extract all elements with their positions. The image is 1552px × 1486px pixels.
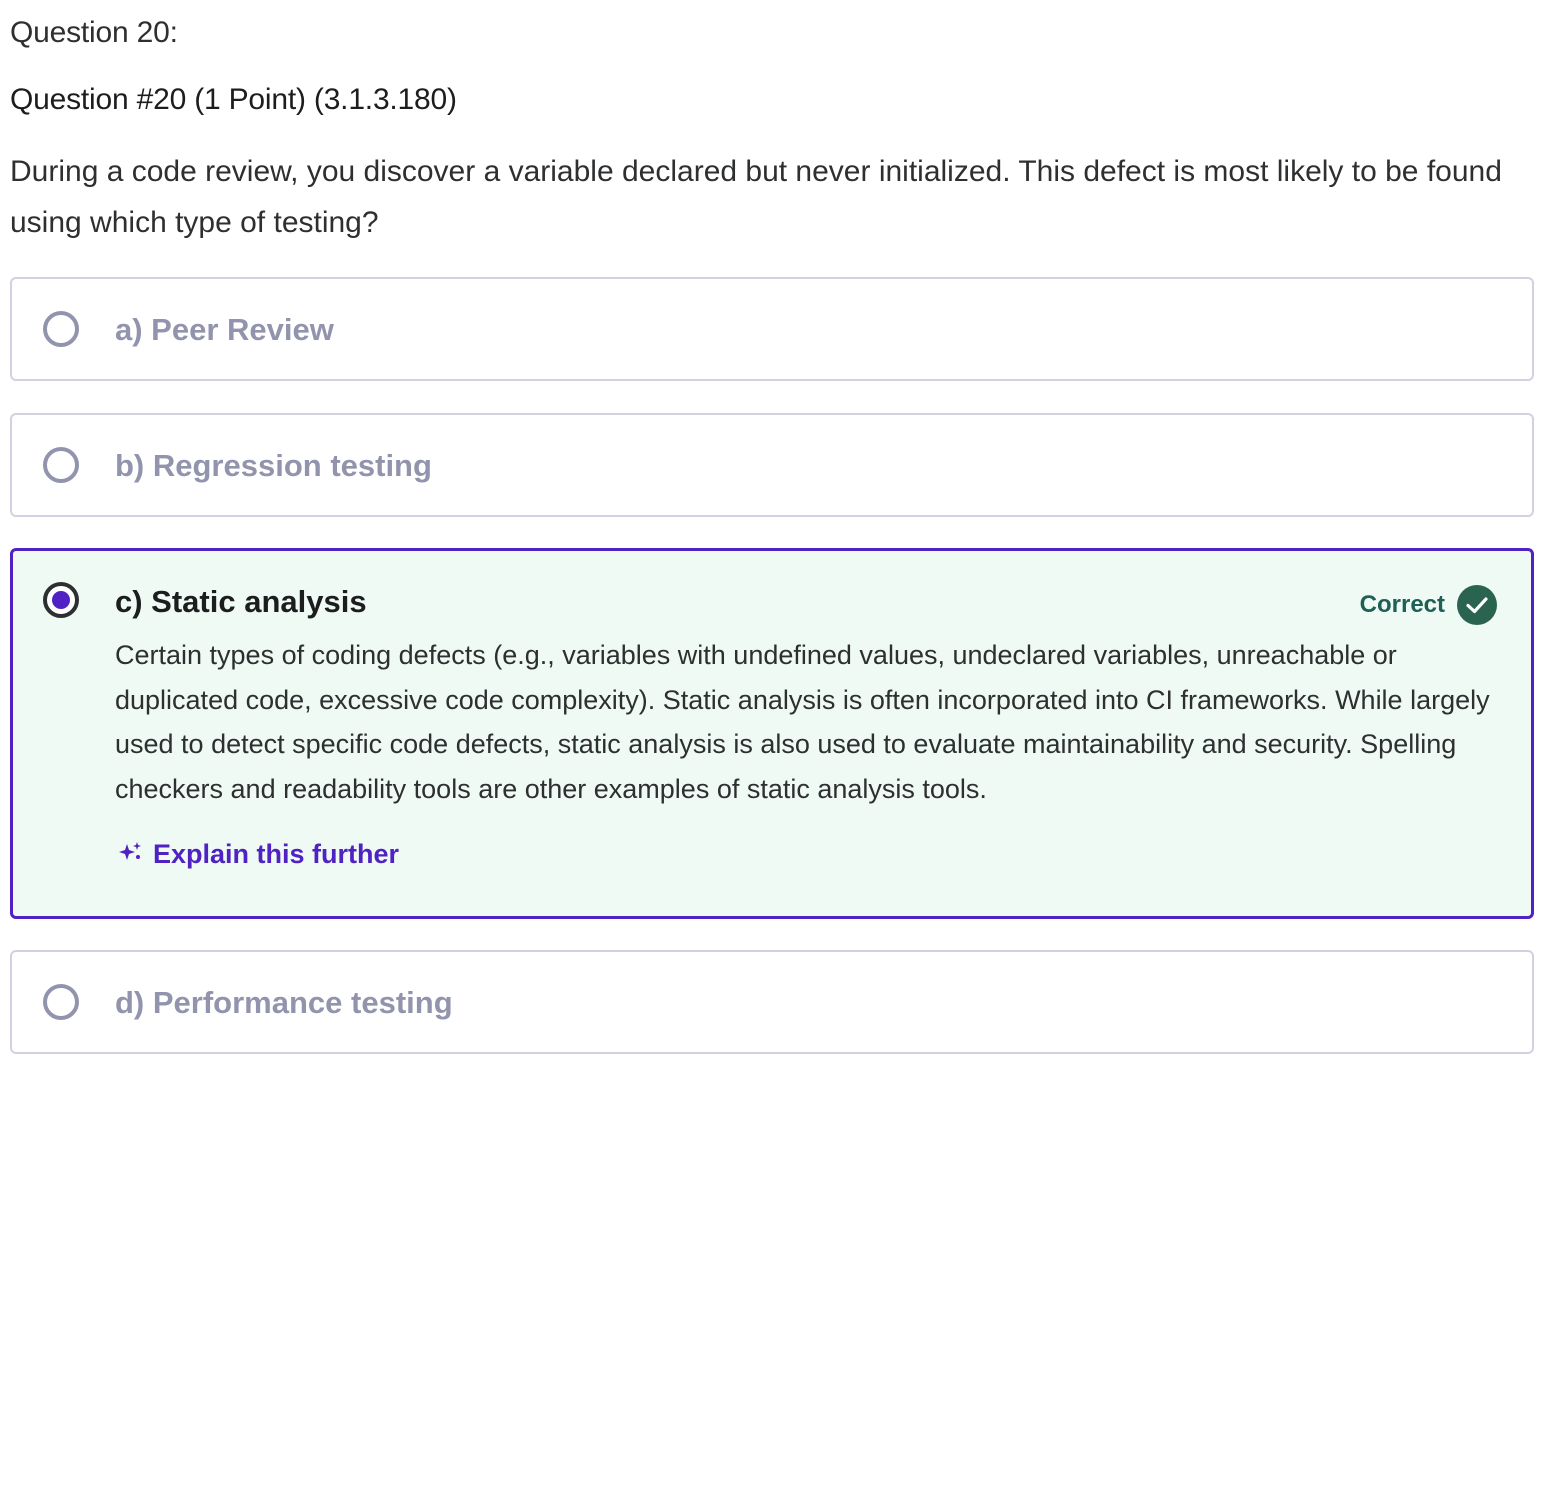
answer-explanation: Certain types of coding defects (e.g., variables with undefined values, undeclared variables, unreachable or duplicated code, excessive code complexity). Static analysis is often incorporated into CI frameworks. While largely used to detect specific code defects, static analysis is also used to evaluate maintainability and security. Spelling checkers and readability tools are other examples of static analysis tools. — [115, 640, 1490, 804]
option-label-b: b) Regression testing — [115, 448, 432, 483]
answer-option-c[interactable] — [10, 548, 1534, 919]
option-label-d: d) Performance testing — [115, 985, 453, 1020]
question-text: During a code review, you discover a variable declared but never initialized. This defect is most likely to be found using which type of testing? — [10, 155, 1502, 239]
correct-badge — [1360, 585, 1497, 625]
option-label-a: a) Peer Review — [115, 312, 334, 347]
answer-option-b[interactable] — [10, 413, 1534, 517]
question-number: Question 20: — [10, 16, 178, 49]
radio-button-d[interactable] — [43, 984, 79, 1020]
radio-button-c[interactable] — [43, 582, 79, 618]
explain-further-button[interactable] — [117, 839, 399, 870]
radio-button-a[interactable] — [43, 311, 79, 347]
answer-option-a[interactable] — [10, 277, 1534, 381]
correct-label: Correct — [1359, 591, 1445, 618]
radio-button-b[interactable] — [43, 447, 79, 483]
sparkle-icon — [117, 839, 143, 870]
question-heading: Question #20 (1 Point) (3.1.3.180) — [10, 83, 457, 116]
check-circle-icon — [1457, 585, 1497, 625]
answer-option-d[interactable] — [10, 950, 1534, 1054]
radio-selected-dot — [52, 591, 70, 609]
explain-further-label: Explain this further — [153, 839, 400, 869]
option-label-c: c) Static analysis — [115, 584, 367, 619]
